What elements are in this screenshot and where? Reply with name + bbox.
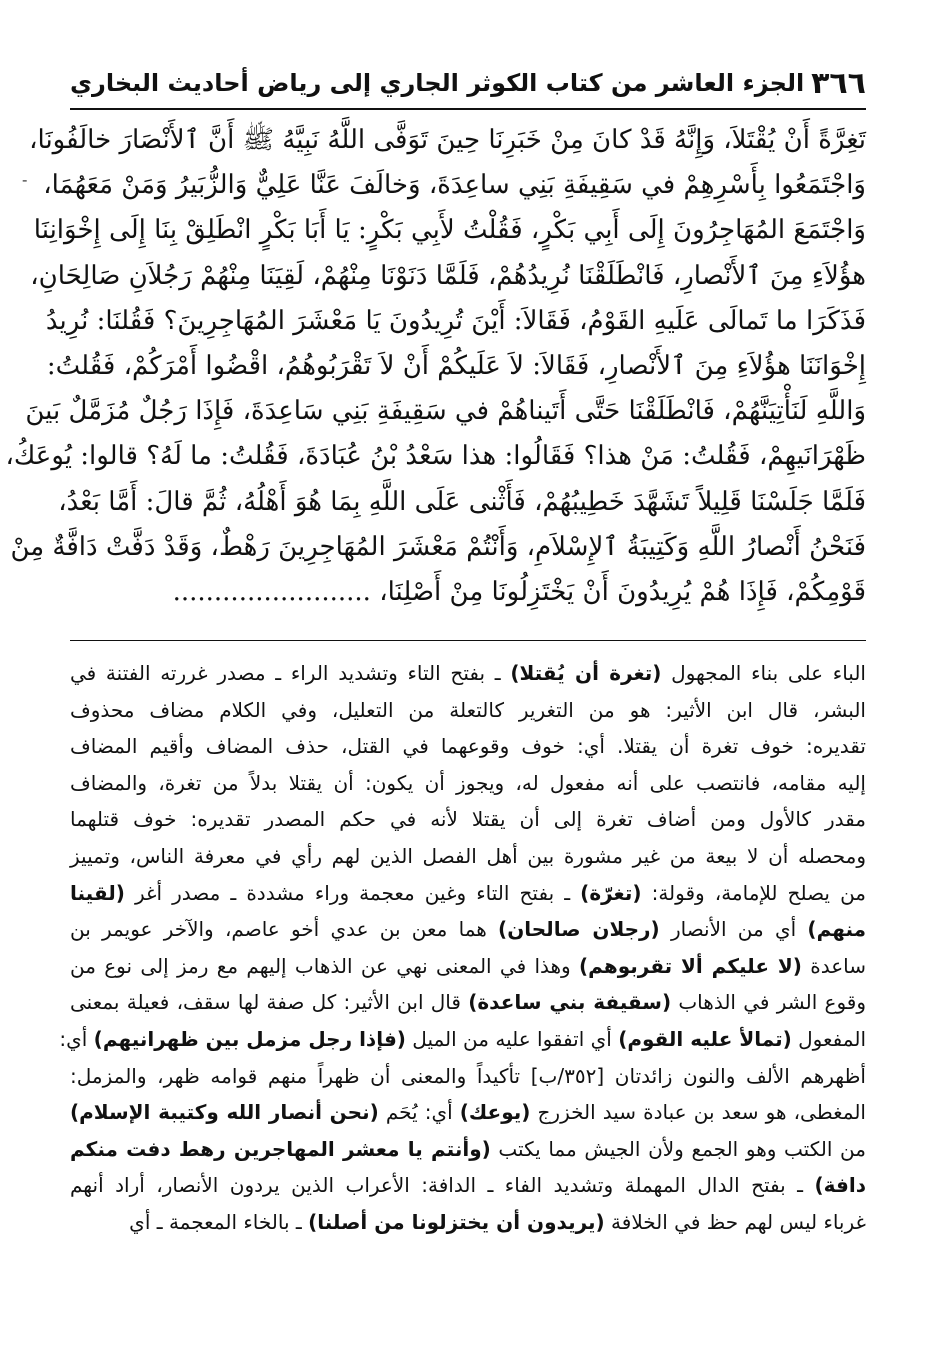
note-text: ـ بفتح التاء وتشديد الراء ـ مصدر غررته الفتنة في [70, 661, 511, 685]
text-line: هؤُلاَءِ مِنَ ٱلأَنْصارِ، فَانْطَلَقْنَا نُرِيدُهُمْ، فَلَمَّا دَنَوْنَا مِنْهُمْ، لَقِيَنَا مِنْهُمْ رَجُلاَنِ صَالِحَانِ، [30, 260, 866, 291]
text-line: ظَهْرَانَيهِمْ، فَقُلتُ: مَنْ هذا؟ فَقَالُوا: هذا سَعْدُ بْنُ عُبَادَةَ، فَقُلتُ: ما لَهُ؟ قالوا: يُوعَكُ، [5, 441, 866, 472]
note-text: غرباء ليس لهم حظ في الخلافة [604, 1209, 866, 1234]
note-quoted-phrase: (سقيفة بني ساعدة) [468, 990, 672, 1015]
note-text: ـ بالخاء المعجمة ـ أي [129, 1209, 309, 1234]
note-text: وقوع الشر في الذهاب [671, 990, 866, 1015]
note-quoted-phrase: (فإذا رجل مزمل بين ظهرانيهم) [93, 1026, 406, 1051]
note-text: الباء على بناء المجهول [661, 661, 866, 685]
note-quoted-phrase: (وأنتم يا معشر المهاجرين رهط دفت منكم [70, 1136, 491, 1161]
note-text: مقدر كالأول ومن أضاف تغرة إلى أن يقتلا لأنه في حكم المصدر تقديره: خوف قتلهما [70, 807, 866, 832]
note-text: المفعول [791, 1026, 866, 1051]
note-line [70, 1167, 866, 1204]
text-line: فَلَمَّا جَلَسْنَا قَلِيلاً تَشَهَّدَ خَطِيبُهُمْ، فَأَثْنى عَلَى اللَّهِ بِمَا هُوَ أَهْلُهُ، ثُمَّ قالَ: أَمَّا بَعْدُ، [58, 486, 866, 517]
text-line: وَاجْتَمَعَ المُهَاجِرُونَ إِلَى أَبِي بَكْرٍ، فَقُلْتُ لأَبِي بَكْرٍ: يَا أَبَا بَكْرٍ انْطَلِقْ بِنَا إِلَى إِخْوَانِنَا [33, 215, 866, 246]
note-line [70, 875, 866, 912]
note-line [70, 911, 866, 948]
note-quoted-phrase: (لا عليكم ألا تقربوهم) [579, 953, 802, 978]
note-text: المغطى، هو سعد بن عبادة سيد الخزرج [530, 1100, 866, 1125]
note-text: أي: [59, 1026, 94, 1051]
note-line [70, 1094, 866, 1131]
hadith-text [5, 118, 866, 615]
note-quoted-phrase: (رجلان صالحان) [498, 917, 660, 942]
footnote-separator [70, 640, 866, 641]
text-line: فَذَكَرَا ما تَمالَى عَلَيهِ القَوْمُ، فَقَالاَ: أَيْنَ تُرِيدُونَ يَا مَعْشَرَ المُهَاجِرِينَ؟ فَقُلنَا: نُرِيدُ [45, 305, 866, 336]
note-text: وهذا في المعنى نهي عن الذهاب إليهم مع رمز إلى نوع من [70, 953, 580, 978]
note-text: أي: يُحَم [378, 1100, 460, 1125]
note-line [70, 801, 866, 838]
note-text: إليه مقامه، فانتصب على أنه مفعول له، ويجوز أن يكون: أن يقتلا بدلاً من تغرة، والمضاف [70, 770, 866, 795]
margin-mark: - [22, 170, 28, 189]
note-quoted-phrase: (يريدون أن يختزلونا من أصلنا) [308, 1209, 605, 1234]
note-line [70, 948, 866, 985]
note-text: هما معن بن عدي أخو عاصم، والآخر عويمر بن [70, 917, 499, 942]
text-line: تَغِرَّةً أَنْ يُقْتَلاَ، وَإِنَّهُ قَدْ كانَ مِنْ خَبَرِنَا حِينَ تَوَفَّى اللَّهُ نَبِيَّهُ ﷺ أَنَّ ٱلأَنْصَارَ خالَفُونَا، [29, 125, 866, 155]
note-quoted-phrase: (تغرة أن يُقتلا) [510, 661, 662, 685]
note-text: أي من الأنصار [659, 917, 808, 942]
note-line [70, 1058, 866, 1095]
note-line [59, 1021, 866, 1058]
note-text: ـ بفتح الدال المهملة وتشديد الفاء ـ الدافة: الأعراب الذين يردون الأنصار، أراد أنهم [70, 1173, 815, 1198]
text-line: فَنَحْنُ أَنْصارُ اللَّهِ وَكَتِيبَةُ ٱلإِسْلاَمِ، وَأَنْتُمْ مَعْشَرَ المُهَاجِرِينَ رَهْطٌ، وَقَدْ دَفَّتْ دَافَّةٌ مِنْ [10, 531, 866, 562]
note-quoted-phrase: دافة) [814, 1173, 866, 1198]
note-text: من يصلح للإمامة، وقولة: [641, 880, 867, 905]
note-text: من الكتب وهو الجمع ولأن الجيش مما يكتب [490, 1136, 866, 1161]
text-line: إِخْوَانَنَا هؤُلاَءِ مِنَ ٱلأَنْصارِ، فَقَالاَ: لاَ عَلَيكُمْ أَنْ لاَ تَقْرَبُوهُمُ، اقْضُوا أَمْرَكُمْ، فَقُلتُ: [46, 351, 866, 382]
text-line: وَاللَّهِ لَنَأْتِيَنَّهُمْ، فَانْطَلَقْنَا حَتَّى أَتَيناهُمْ في سَقِيفَةِ بَنِي سَاعِدَةَ، فَإِذَا رَجُلٌ مُزَمَّلٌ بَينَ [25, 396, 866, 427]
note-text: ـ بفتح التاء وغين معجمة وراء مشددة ـ مصدر أغر [124, 880, 581, 905]
note-quoted-phrase: (تغرّة) [580, 880, 642, 905]
note-line [70, 984, 866, 1021]
note-line [70, 765, 866, 802]
text-line: قَوْمِكُمْ، فَإِذَا هُمْ يُرِيدُونَ أَنْ يَخْتَزِلُونَا مِنْ أَصْلِنَا، ........................ [172, 577, 866, 608]
note-line [70, 838, 866, 875]
page-header [70, 58, 866, 110]
note-line [70, 1204, 866, 1241]
note-text: أي اتفقوا عليه من الميل [405, 1026, 619, 1051]
note-quoted-phrase: (نحن أنصار الله وكتيبة الإسلام) [70, 1100, 379, 1125]
note-quoted-phrase: منهم) [807, 917, 866, 942]
note-line [70, 655, 866, 692]
note-text: ومحصله أن لا بيعة من غير مشورة بين أهل الفصل الذين لهم رأي في معرفة الناس، وتمييز [70, 843, 866, 868]
note-text: أظهرهم الألف والنون زائدتان [٣٥٢/ب] تأكيداً والمعنى أن ظهراً منهم قوامه ظهر، والمزمل: [70, 1063, 866, 1088]
note-quoted-phrase: (تمالأ عليه القوم) [618, 1026, 792, 1051]
running-title: الجزء العاشر من كتاب الكوثر الجاري إلى رياض أحاديث البخاري [70, 69, 805, 97]
note-line [70, 728, 866, 765]
text-line: وَاجْتَمَعُوا بِأَسْرِهِمْ في سَقِيفَةِ بَنِي ساعِدَةَ، وَخالَفَ عَنَّا عَلِيٌّ وَالزُّبَيرُ وَمَنْ مَعَهُمَا، [43, 170, 866, 201]
note-quoted-phrase: (لقينا [70, 880, 125, 905]
note-text: البشر، قال ابن الأثير: هو من التغرير كالتعلة من التعليل، وفي الكلام مضاف محذوف [70, 697, 866, 722]
note-quoted-phrase: (يوعك) [459, 1100, 531, 1125]
commentary-notes [59, 655, 867, 1241]
note-text: ساعدة [801, 953, 866, 978]
page-number: ٣٦٦ [811, 65, 866, 101]
note-line [70, 1131, 866, 1168]
note-line [70, 692, 866, 729]
note-text: تقديره: خوف تغرة أن يقتلا. أي: خوف وقوعهما في القتل، حذف المضاف وأقيم المضاف [70, 734, 866, 759]
note-text: قال ابن الأثير: كل صفة لها سقف، فعيلة بمعنى [70, 990, 469, 1015]
